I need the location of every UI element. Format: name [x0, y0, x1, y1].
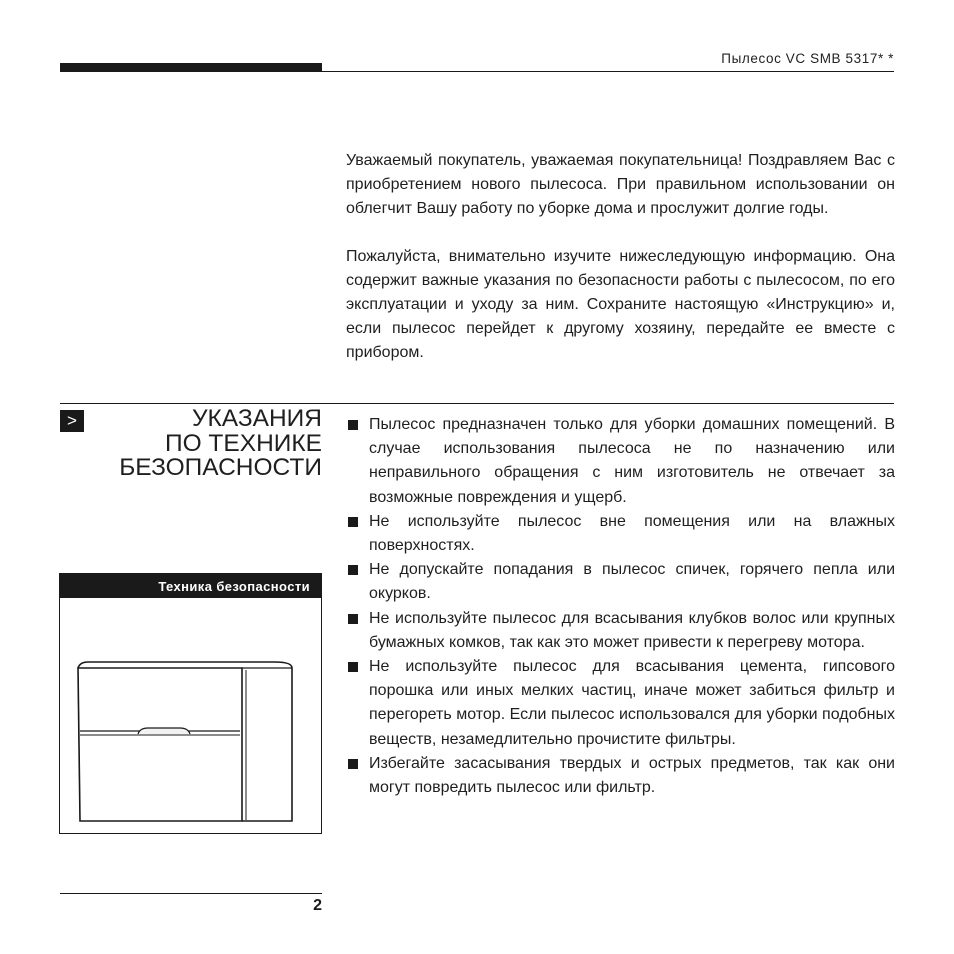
list-item [346, 558, 895, 606]
safety-figure [59, 573, 322, 834]
section-divider [60, 403, 894, 404]
list-item [346, 752, 895, 800]
footer-rule [60, 893, 322, 894]
intro-paragraph: Пожалуйста, внимательно изучите нижеследующую информацию. Она содержит важные указания по безопасности работы с пылесосом, по его эксплуатации и уходу за ним. Сохраните настоящую «Инструкцию» и, если пылесос перейдет к другому хозяину, передайте ее вместе с прибором. [346, 247, 895, 362]
header-rule-thick [60, 63, 322, 72]
list-item-text: Пылесос предназначен только для уборки домашних помещений. В случае использования пылесоса не по назначению или неправильного обращения с ним изготовитель не отвечает за возможные повреждения и ущерб. [369, 416, 895, 506]
list-item-text: Не используйте пылесос вне помещения или на влажных поверхностях. [369, 512, 895, 555]
list-item [346, 413, 895, 510]
figure-caption: Техника безопасности [60, 574, 321, 598]
list-item-text: Не используйте пылесос для всасывания цемента, гипсового порошка или иных мелких частиц, иначе может забиться фильтр и перегореть мотор. Если пылесос использовался для уборки подобных веществ, незамедлительно прочистите фильтры. [369, 658, 895, 748]
section-marker-icon: > [60, 410, 84, 432]
cabinet-illustration [60, 598, 321, 834]
header-rule-thin [322, 71, 894, 72]
intro-paragraph: Уважаемый покупатель, уважаемая покупательница! Поздравляем Вас с приобретением нового пылесоса. При правильном использовании он облегчит Вашу работу по уборке дома и прослужит долгие годы. [346, 152, 895, 218]
intro-text [346, 149, 895, 389]
square-bullet-icon [348, 517, 358, 527]
page-number: 2 [313, 897, 322, 914]
list-item [346, 510, 895, 558]
document-header-title: Пылесос VC SMB 5317* * [721, 51, 894, 66]
square-bullet-icon [348, 759, 358, 769]
square-bullet-icon [348, 614, 358, 624]
list-item [346, 607, 895, 655]
section-heading-line: УКАЗАНИЯ [191, 405, 322, 432]
list-item-text: Избегайте засасывания твердых и острых предметов, так как они могут повредить пылесос или фильтр. [369, 754, 895, 797]
list-item-text: Не допускайте попадания в пылесос спичек, горячего пепла или окурков. [369, 561, 895, 603]
square-bullet-icon [348, 565, 358, 575]
square-bullet-icon [348, 420, 358, 430]
list-item-text: Не используйте пылесос для всасывания клубков волос или крупных бумажных комков, так как это может привести к перегреву мотора. [369, 609, 895, 651]
section-heading-line: ПО ТЕХНИКЕ [164, 429, 322, 457]
square-bullet-icon [348, 662, 358, 672]
safety-instructions-list [346, 413, 895, 800]
list-item [346, 655, 895, 752]
section-heading [110, 407, 322, 481]
section-heading-line: БЕЗОПАСНОСТИ [119, 454, 322, 481]
